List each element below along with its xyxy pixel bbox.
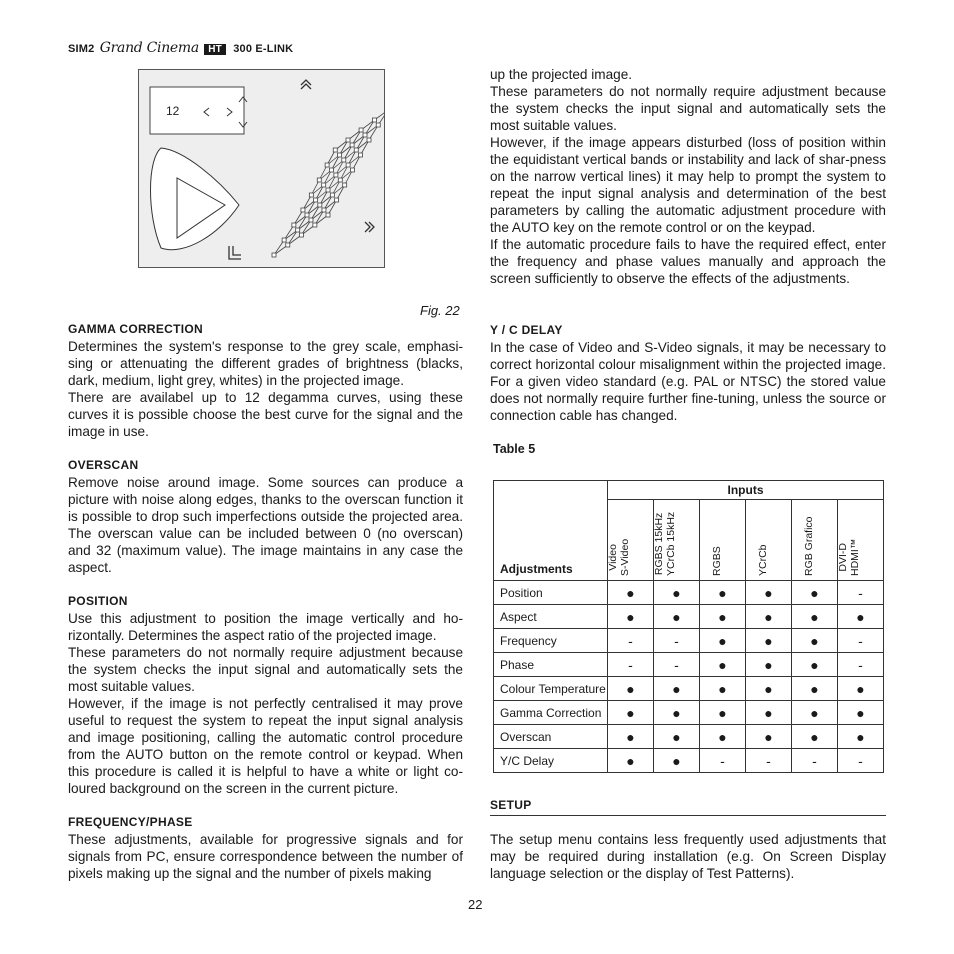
table-cell: ● bbox=[746, 653, 792, 677]
table-row bbox=[494, 677, 884, 701]
table-cell: - bbox=[838, 629, 884, 653]
table-cell: ● bbox=[746, 605, 792, 629]
table-cell: ● bbox=[654, 701, 700, 725]
brand-header bbox=[68, 40, 293, 56]
brand-script: Grand Cinema bbox=[99, 40, 199, 56]
section-heading: GAMMA CORRECTION bbox=[68, 322, 204, 336]
table-cell: - bbox=[838, 581, 884, 605]
table-cell: ● bbox=[792, 653, 838, 677]
row-label: Colour Temperature bbox=[494, 677, 608, 701]
table-cell: - bbox=[608, 653, 654, 677]
figure-22 bbox=[138, 69, 385, 268]
table-cell: - bbox=[838, 749, 884, 773]
row-label: Aspect bbox=[494, 605, 608, 629]
table-cell: ● bbox=[792, 581, 838, 605]
table-cell: ● bbox=[792, 725, 838, 749]
table-cell: - bbox=[608, 629, 654, 653]
table-row bbox=[494, 725, 884, 749]
right-chevron-icon bbox=[365, 222, 374, 232]
table-cell: ● bbox=[608, 581, 654, 605]
table-cell: ● bbox=[700, 725, 746, 749]
table-cell: ● bbox=[654, 725, 700, 749]
paragraph: Use this adjustment to position the image vertically and ho-rizontally. Determines the aspect ratio of the projected image. bbox=[68, 611, 463, 643]
paragraph: Determines the system's response to the grey scale, emphasi-sing or attenuating the different grades of brightness (blacks, dark, medium, light grey, whites) in the projected image. bbox=[68, 339, 463, 388]
table-cell: ● bbox=[700, 701, 746, 725]
setup-text-block bbox=[490, 831, 886, 882]
row-label: Frequency bbox=[494, 629, 608, 653]
row-label: Overscan bbox=[494, 725, 608, 749]
brand-prefix: SIM2 bbox=[68, 43, 95, 55]
table-cell: ● bbox=[792, 605, 838, 629]
paragraph: There are availabel up to 12 degamma curves, using these curves it is possible choose the best curve for the signal and the image in use. bbox=[68, 390, 463, 439]
table-cell: ● bbox=[654, 749, 700, 773]
table-cell: - bbox=[838, 653, 884, 677]
figure-illustration bbox=[139, 70, 384, 267]
section-heading: OVERSCAN bbox=[68, 458, 139, 472]
value-text: 12 bbox=[166, 104, 180, 118]
table-cell: ● bbox=[838, 677, 884, 701]
table-cell: ● bbox=[608, 605, 654, 629]
table-cell: ● bbox=[654, 581, 700, 605]
up-chevron-icon bbox=[301, 80, 311, 89]
table-cell: - bbox=[700, 749, 746, 773]
row-label: Position bbox=[494, 581, 608, 605]
section-heading: POSITION bbox=[68, 594, 128, 608]
table-cell: ● bbox=[746, 725, 792, 749]
inputs-header: Inputs bbox=[608, 481, 884, 500]
table-cell: - bbox=[654, 629, 700, 653]
yc-delay-section bbox=[490, 322, 886, 424]
column-header: RGBS 15kHz YCrCb 15kHz bbox=[654, 500, 700, 581]
table-row bbox=[494, 581, 884, 605]
table-row bbox=[494, 629, 884, 653]
column-header: Video S-Video bbox=[608, 500, 654, 581]
section-heading: SETUP bbox=[490, 798, 532, 812]
table-cell: ● bbox=[700, 653, 746, 677]
paragraph: However, if the image appears disturbed (loss of position within the equidistant vertical bands or instability and lack of shar-pness on the narrow vertical lines) it may help to prompt the system to repeat the input signal analysis and determination of the best parameters by calling the automatic adjustment procedure with the AUTO key on the remote control or on the keypad. bbox=[490, 135, 886, 235]
table-cell: - bbox=[746, 749, 792, 773]
right-column-top bbox=[490, 66, 886, 287]
left-column bbox=[68, 321, 463, 882]
figure-caption: Fig. 22 bbox=[420, 303, 460, 318]
table-cell: ● bbox=[608, 701, 654, 725]
table-row bbox=[494, 605, 884, 629]
distortion-grid bbox=[272, 108, 384, 257]
table-cell: - bbox=[792, 749, 838, 773]
row-label: Phase bbox=[494, 653, 608, 677]
table-cell: ● bbox=[746, 629, 792, 653]
section-heading: Y / C DELAY bbox=[490, 323, 563, 337]
adjustments-table bbox=[493, 480, 884, 773]
paragraph: If the automatic procedure fails to have the required effect, enter the frequency and phase values manually and approach the screen sufficiently to observe the effects of the adjustments. bbox=[490, 237, 886, 286]
row-label: Y/C Delay bbox=[494, 749, 608, 773]
section-heading: FREQUENCY/PHASE bbox=[68, 815, 193, 829]
table-cell: ● bbox=[792, 629, 838, 653]
setup-section bbox=[490, 797, 886, 814]
table-cell: ● bbox=[838, 725, 884, 749]
adjustments-header: Adjustments bbox=[494, 481, 608, 581]
table-row bbox=[494, 749, 884, 773]
paragraph: In the case of Video and S-Video signals, it may be necessary to correct horizontal colour misalignment within the projected image. For a given video standard (e.g. PAL or NTSC) the stored value does not normally require further fine-tuning, unless the source or connection cable has changed. bbox=[490, 340, 886, 423]
brand-badge: HT bbox=[204, 44, 226, 55]
table-cell: ● bbox=[838, 605, 884, 629]
paragraph: Remove noise around image. Some sources can produce a picture with noise along edges, thanks to the overscan function it is possible to drop such imperfections outside the projected area. The overscan value can be included between 0 (no overscan) and 32 (maximum value). The image maintains in any case the aspect. bbox=[68, 475, 463, 575]
table-cell: ● bbox=[608, 725, 654, 749]
table-row bbox=[494, 653, 884, 677]
table-cell: ● bbox=[608, 677, 654, 701]
table-cell: ● bbox=[608, 749, 654, 773]
paragraph: The setup menu contains less frequently used adjustments that may be required during installation (e.g. On Screen Display language selection or the display of Test Patterns). bbox=[490, 832, 886, 881]
column-header: RGBS bbox=[700, 500, 746, 581]
table-cell: ● bbox=[792, 701, 838, 725]
table-row bbox=[494, 701, 884, 725]
corner-bracket-icon bbox=[229, 246, 241, 259]
table-title: Table 5 bbox=[493, 442, 536, 456]
table-cell: ● bbox=[746, 701, 792, 725]
page-number: 22 bbox=[468, 897, 483, 912]
paragraph: However, if the image is not perfectly centralised it may prove useful to request the system to repeat the input signal analysis and image positioning, calling the automatic control procedure from the AUTO button on the remote control or keypad. When this procedure is called it is helpful to have a white or light co-loured background on the screen in the current picture. bbox=[68, 696, 463, 796]
gamut-curve-shape bbox=[151, 148, 240, 250]
table-cell: - bbox=[654, 653, 700, 677]
paragraph: These adjustments, available for progressive signals and for signals from PC, ensure correspondence between the number of pixels making up the signal and the number of pixels making bbox=[68, 832, 463, 881]
table-cell: ● bbox=[654, 677, 700, 701]
table-cell: ● bbox=[700, 629, 746, 653]
table-cell: ● bbox=[700, 605, 746, 629]
table-cell: ● bbox=[746, 581, 792, 605]
column-header: RGB Grafico bbox=[792, 500, 838, 581]
paragraph: These parameters do not normally require adjustment because the system checks the input signal and automatically sets the most suitable values. bbox=[68, 645, 463, 694]
paragraph: up the projected image. bbox=[490, 67, 633, 82]
table-cell: ● bbox=[654, 605, 700, 629]
column-header: DVI-D HDMI™ bbox=[838, 500, 884, 581]
table-cell: ● bbox=[838, 701, 884, 725]
table-cell: ● bbox=[746, 677, 792, 701]
row-label: Gamma Correction bbox=[494, 701, 608, 725]
model-name: 300 E-LINK bbox=[233, 43, 294, 55]
table-cell: ● bbox=[700, 581, 746, 605]
table-cell: ● bbox=[792, 677, 838, 701]
table-cell: ● bbox=[700, 677, 746, 701]
setup-divider bbox=[490, 815, 886, 816]
paragraph: These parameters do not normally require adjustment because the system checks the input signal and automatically sets the most suitable values. bbox=[490, 84, 886, 133]
column-header: YCrCb bbox=[746, 500, 792, 581]
